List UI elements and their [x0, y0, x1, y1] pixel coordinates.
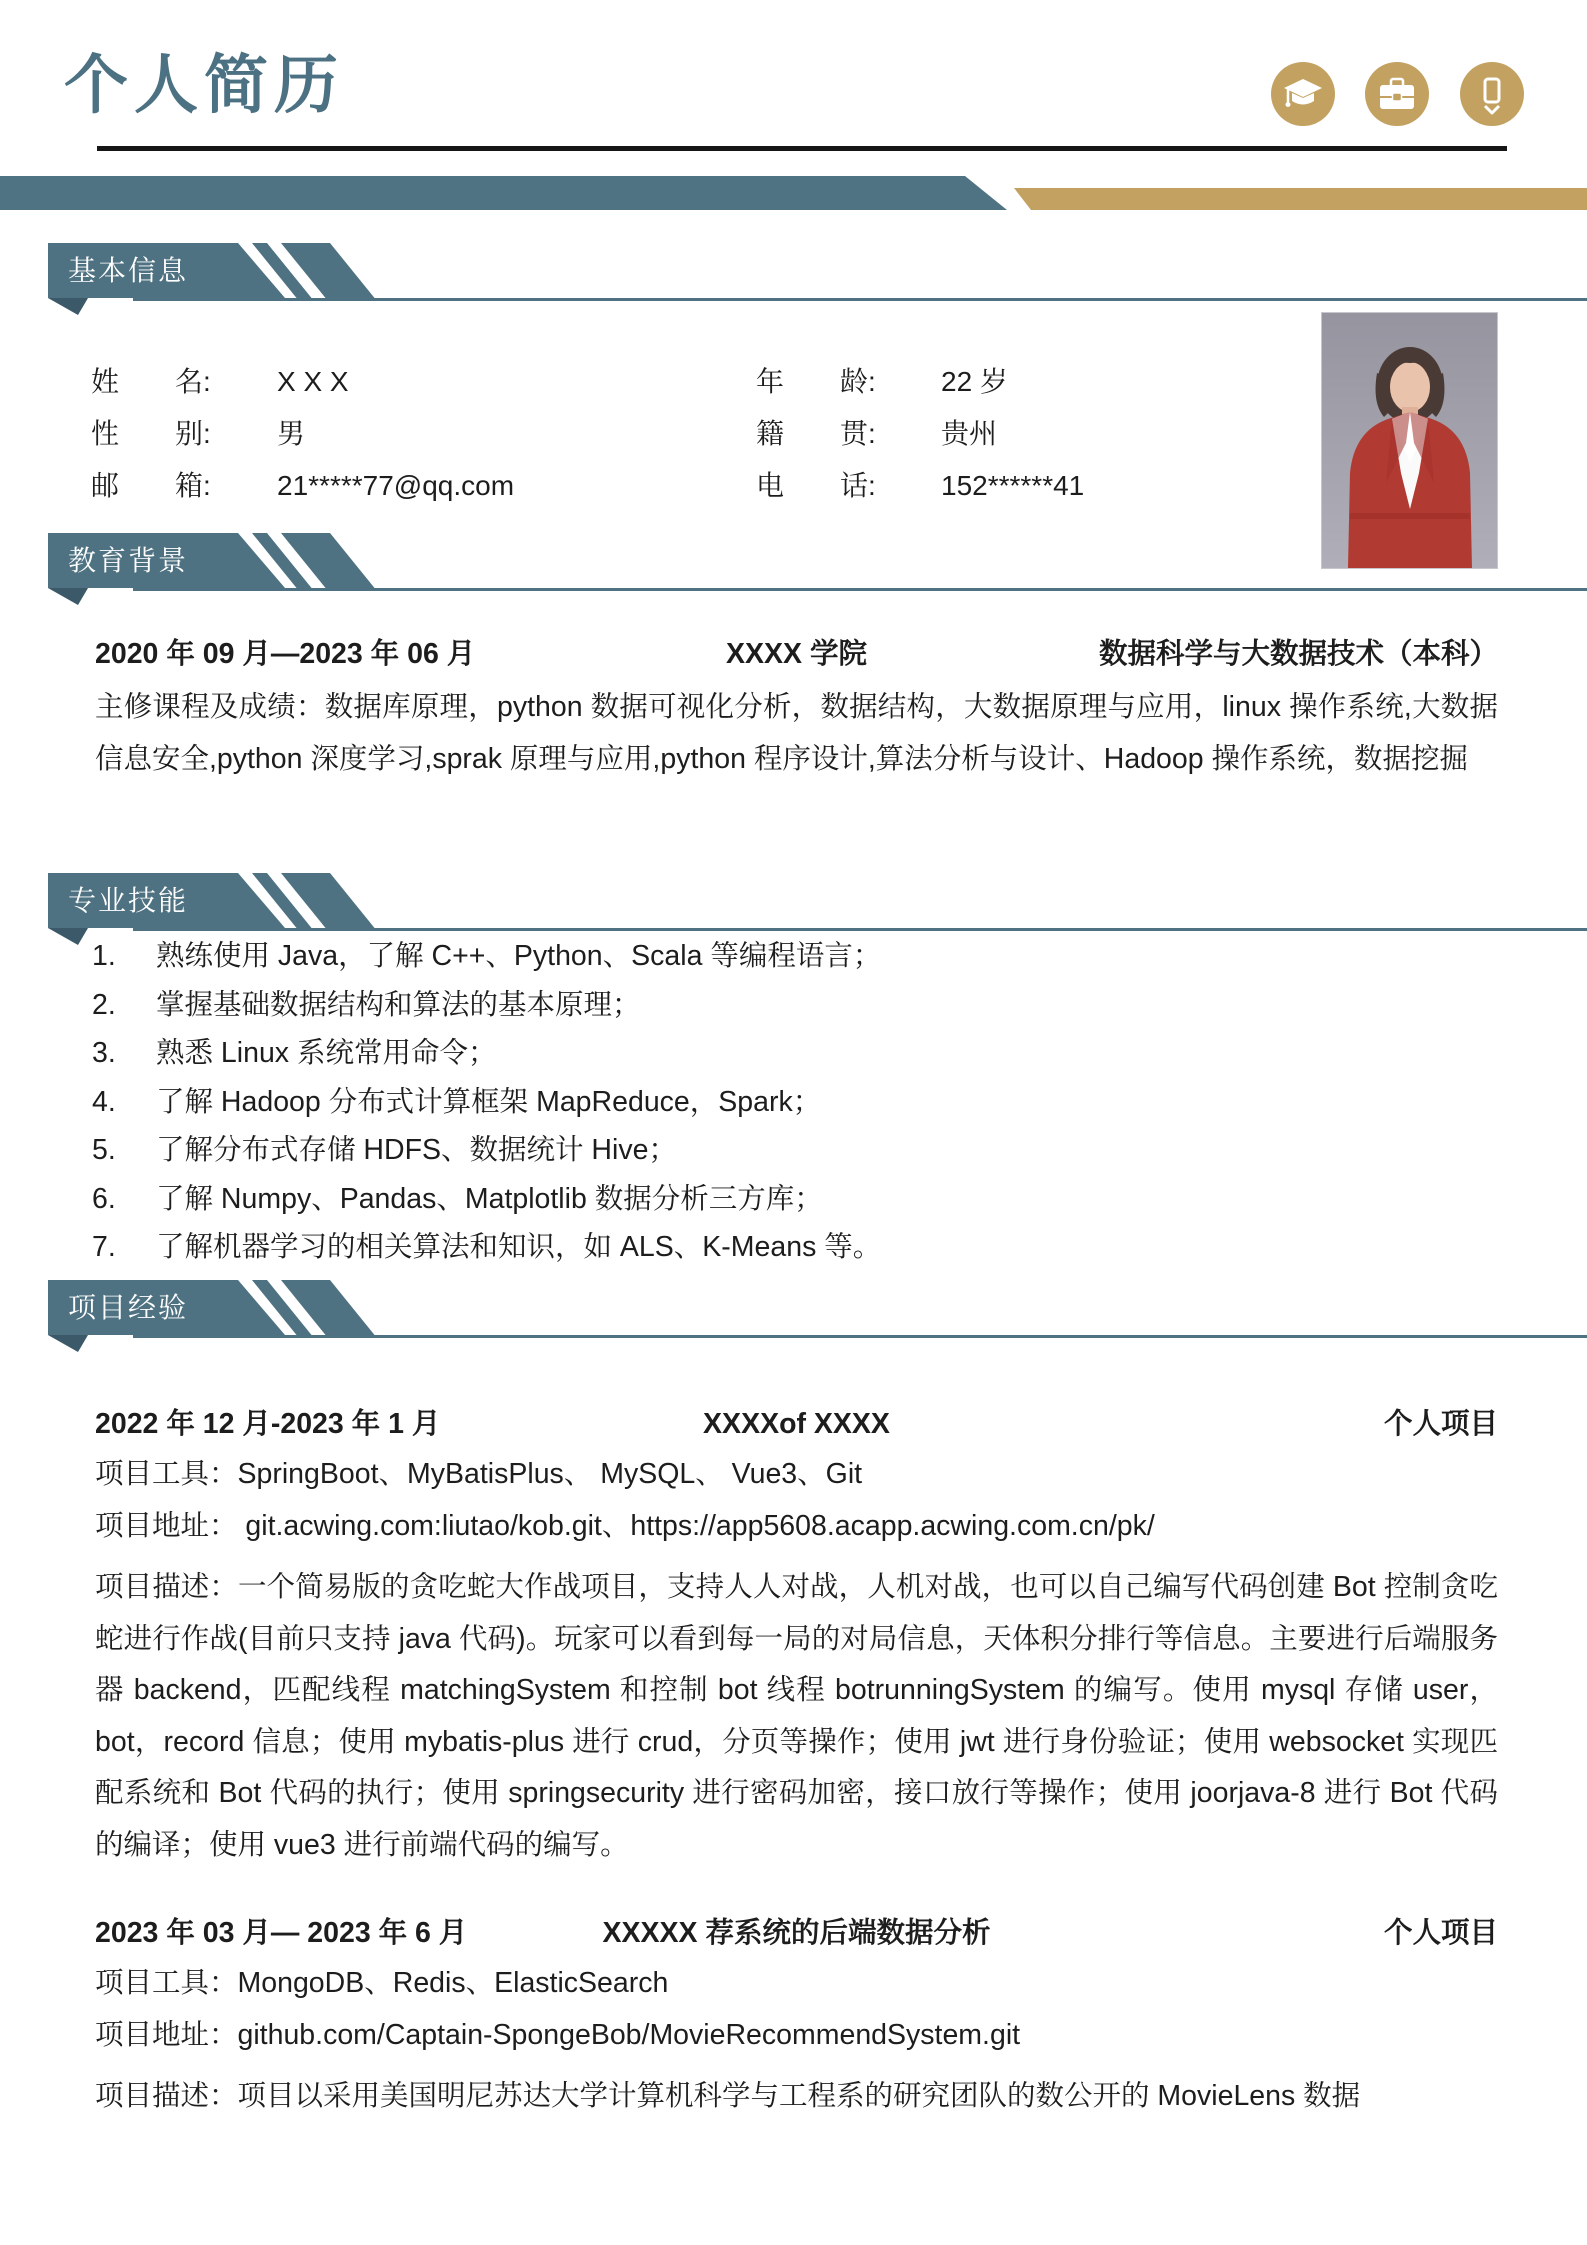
header-band-teal	[0, 176, 1007, 210]
section-banner-projects	[48, 1280, 1548, 1335]
profile-photo	[1322, 313, 1497, 568]
project-type: 个人项目	[1384, 1917, 1499, 1949]
skill-item	[92, 932, 1498, 981]
field-value: X X X	[277, 366, 349, 397]
field-label: 姓 名:	[91, 366, 211, 397]
banner-fold	[48, 588, 88, 605]
section-title: 教育背景	[68, 545, 189, 576]
education-courses: 主修课程及成绩：数据库原理，python 数据可视化分析，数据结构，大数据原理与应用，linux 操作系统,大数据信息安全,python 深度学习,sprak 原理与应用,python 程序设计,算法分析与设计、Hadoop 操作系统，数据挖掘	[95, 691, 1498, 775]
skill-text: 了解分布式存储 HDFS、数据统计 Hive；	[156, 1134, 677, 1166]
skill-text: 熟练使用 Java，了解 C++、Python、Scala 等编程语言；	[156, 940, 882, 972]
skill-text: 了解 Numpy、Pandas、Matplotlib 数据分析三方库；	[156, 1182, 823, 1215]
skill-number: 1.	[92, 940, 116, 972]
project-period: 2023 年 03 月— 2023 年 6 月	[95, 1917, 468, 1949]
project-period: 2022 年 12 月-2023 年 1 月	[95, 1408, 441, 1440]
banner-fold	[48, 1335, 88, 1352]
info-row-phone	[756, 460, 1084, 512]
section-banner-basic-info	[48, 243, 1548, 298]
skill-number: 6.	[92, 1182, 116, 1215]
skill-text: 了解机器学习的相关算法和知识，如 ALS、K-Means 等。	[156, 1231, 882, 1263]
skill-number: 7.	[92, 1231, 116, 1263]
info-row-gender	[91, 408, 305, 460]
project-tools: 项目工具：MongoDB、Redis、ElasticSearch	[95, 1967, 669, 1999]
skill-text: 了解 Hadoop 分布式计算框架 MapReduce，Spark；	[156, 1085, 822, 1118]
section-banner-skills	[48, 873, 1548, 928]
skill-item	[92, 1029, 1498, 1078]
skill-item	[92, 1175, 1498, 1224]
project-type: 个人项目	[1384, 1408, 1499, 1440]
field-value: 21*****77@qq.com	[277, 470, 515, 501]
info-row-name	[91, 356, 349, 408]
project-url: 项目地址： git.acwing.com:liutao/kob.git、https://app5608.acapp.acwing.com.cn/pk/	[95, 1510, 1155, 1542]
education-school: XXXX 学院	[726, 638, 867, 670]
skill-number: 4.	[92, 1085, 116, 1118]
section-rule	[133, 588, 1587, 591]
briefcase-icon	[1365, 62, 1429, 126]
section-title: 基本信息	[68, 255, 189, 286]
field-value: 152******41	[941, 470, 1085, 501]
project-tools: 项目工具：SpringBoot、MyBatisPlus、 MySQL、 Vue3、Git	[95, 1458, 863, 1490]
project-description: 项目描述：一个简易版的贪吃蛇大作战项目，支持人人对战，人机对战，也可以自己编写代码创建 Bot 控制贪吃蛇进行作战(目前只支持 java 代码)。玩家可以看到每一局的对局信息，天体积分排行等信息。主要进行后端服务器 backend，匹配线程 matchingSystem 和控制 bot 线程 botrunningSystem 的编写。使用 mysql 存储 user，bot，record 信息；使用 mybatis-plus 进行 crud，分页等操作；使用 jwt 进行身份验证；使用 websocket 实现匹配系统和 Bot 代码的执行；使用 springsecurity 进行密码加密，接口放行等操作；使用 joorjava-8 进行 Bot 代码的编译；使用 vue3 进行前端代码的编写。	[95, 1571, 1498, 1861]
banner-fold	[48, 298, 88, 315]
education-period: 2020 年 09 月—2023 年 06 月	[95, 638, 476, 670]
skill-text: 掌握基础数据结构和算法的基本原理；	[156, 988, 641, 1021]
skills-list	[92, 932, 1498, 1272]
section-title: 项目经验	[68, 1292, 189, 1323]
project-name: XXXXof XXXX	[703, 1408, 890, 1440]
field-label: 邮 箱:	[91, 470, 211, 501]
skill-item	[92, 981, 1498, 1030]
banner-fold	[48, 928, 88, 945]
project-name: XXXXX 荐系统的后端数据分析	[602, 1917, 991, 1949]
education-header-row	[95, 638, 1498, 670]
skill-number: 2.	[92, 988, 116, 1021]
skill-item	[92, 1126, 1498, 1175]
pen-icon	[1460, 62, 1524, 126]
section-rule	[133, 1335, 1587, 1338]
skill-text: 熟悉 Linux 系统常用命令；	[156, 1037, 497, 1069]
info-row-hometown	[756, 408, 997, 460]
page-title: 个人简历	[64, 49, 344, 121]
info-row-age	[756, 356, 1008, 408]
title-underline	[97, 146, 1507, 151]
field-value: 22 岁	[941, 366, 1008, 397]
section-rule	[133, 298, 1587, 301]
info-row-email	[91, 460, 514, 512]
project-url: 项目地址：github.com/Captain-SpongeBob/MovieRecommendSystem.git	[95, 2019, 1021, 2051]
section-rule	[133, 928, 1587, 931]
skill-item	[92, 1223, 1498, 1272]
field-label: 性 别:	[91, 418, 211, 449]
project-header-row	[95, 1408, 1498, 1440]
section-title: 专业技能	[68, 885, 189, 916]
skill-number: 3.	[92, 1037, 116, 1069]
field-label: 籍 贯:	[756, 418, 876, 449]
field-value: 男	[277, 418, 306, 449]
header-band-gold	[1014, 188, 1587, 210]
education-major: 数据科学与大数据技术（本科）	[1099, 638, 1499, 670]
field-value: 贵州	[941, 418, 998, 449]
project-description: 项目描述：项目以采用美国明尼苏达大学计算机科学与工程系的研究团队的数公开的 MovieLens 数据	[95, 2080, 1361, 2112]
field-label: 年 龄:	[756, 366, 876, 397]
field-label: 电 话:	[756, 470, 876, 501]
graduation-cap-icon	[1271, 62, 1335, 126]
skill-item	[92, 1078, 1498, 1127]
skill-number: 5.	[92, 1134, 116, 1166]
project-header-row	[95, 1917, 1498, 1949]
